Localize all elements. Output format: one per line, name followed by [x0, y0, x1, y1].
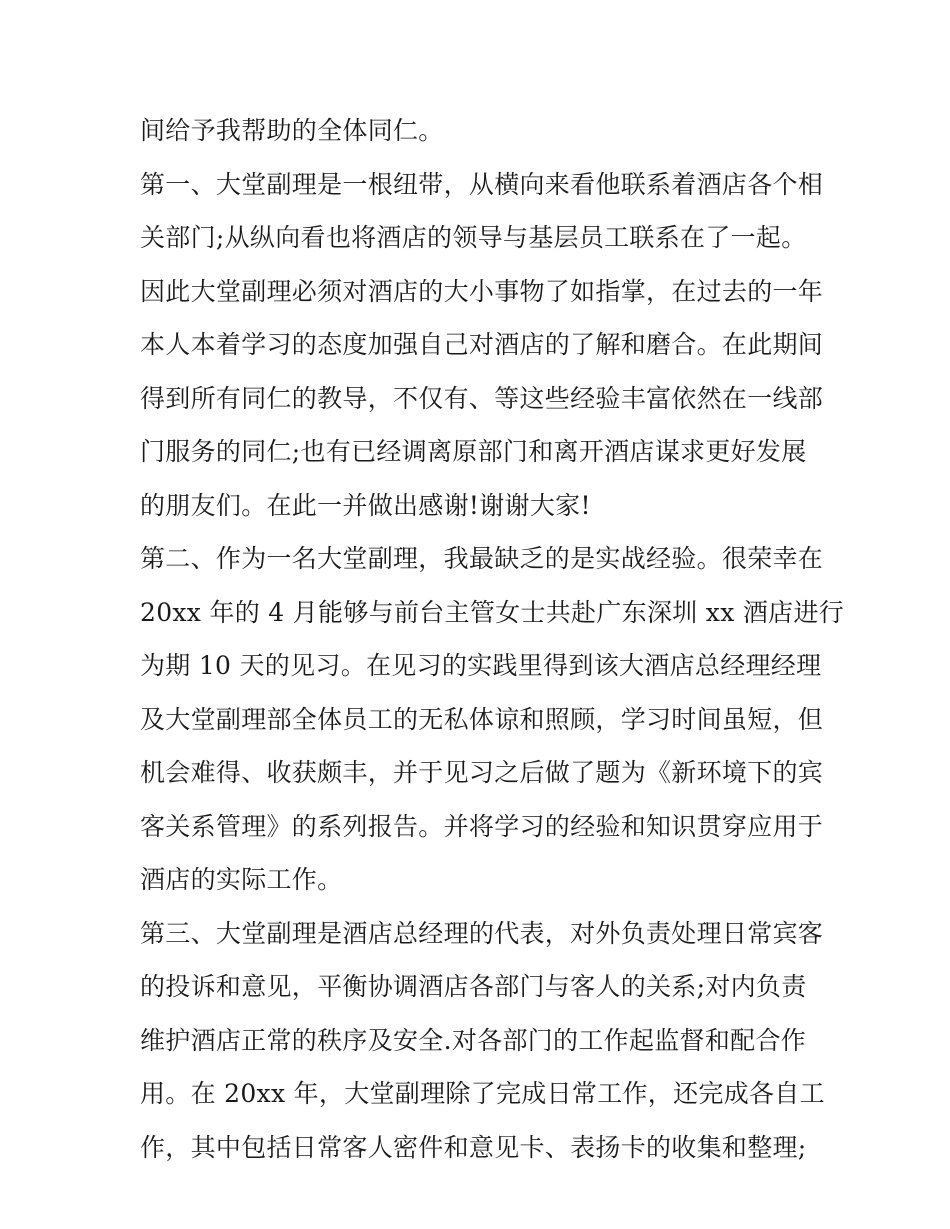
text-line: 第二、作为一名大堂副理，我最缺乏的是实战经验。很荣幸在	[140, 544, 824, 573]
text-line: 为期 10 天的见习。在见习的实践里得到该大酒店总经理经理	[140, 651, 822, 680]
text-line: 客关系管理》的系列报告。并将学习的经验和知识贯穿应用于	[140, 811, 824, 841]
text-line: 关部门;从纵向看也将酒店的领导与基层员工联系在了一起。	[140, 223, 807, 252]
text-line: 机会难得、收获颇丰，并于见习之后做了题为《新环境下的宾	[140, 758, 824, 787]
text-line: 作，其中包括日常客人密件和意见卡、表扬卡的收集和整理;	[140, 1132, 807, 1162]
text-line: 酒店的实际工作。	[140, 865, 343, 894]
text-line: 因此大堂副理必须对酒店的大小事物了如指掌，在过去的一年	[140, 276, 824, 306]
text-line: 的朋友们。在此一并做出感谢!谢谢大家!	[140, 490, 591, 520]
text-line: 得到所有同仁的教导，不仅有、等这些经验丰富依然在一线部	[140, 383, 824, 413]
text-line: 门服务的同仁;也有已经调离原部门和离开酒店谋求更好发展	[140, 437, 807, 466]
text-line: 及大堂副理部全体员工的无私体谅和照顾，学习时间虽短，但	[140, 704, 824, 734]
text-line: 本人本着学习的态度加强自己对酒店的了解和磨合。在此期间	[140, 330, 824, 359]
document-body-text	[140, 104, 845, 1174]
text-line: 间给予我帮助的全体同仁。	[140, 116, 444, 145]
text-line: 维护酒店正常的秩序及安全.对各部门的工作起监督和配合作	[140, 1025, 807, 1055]
text-line: 第三、大堂副理是酒店总经理的代表，对外负责处理日常宾客	[140, 918, 824, 948]
text-line: 20xx 年的 4 月能够与前台主管女士共赴广东深圳 xx 酒店进行	[140, 597, 845, 627]
text-line: 第一、大堂副理是一根纽带，从横向来看他联系着酒店各个相	[140, 169, 824, 199]
text-line: 用。在 20xx 年，大堂副理除了完成日常工作，还完成各自工	[140, 1079, 825, 1108]
text-line: 的投诉和意见，平衡协调酒店各部门与客人的关系;对内负责	[140, 972, 807, 1001]
